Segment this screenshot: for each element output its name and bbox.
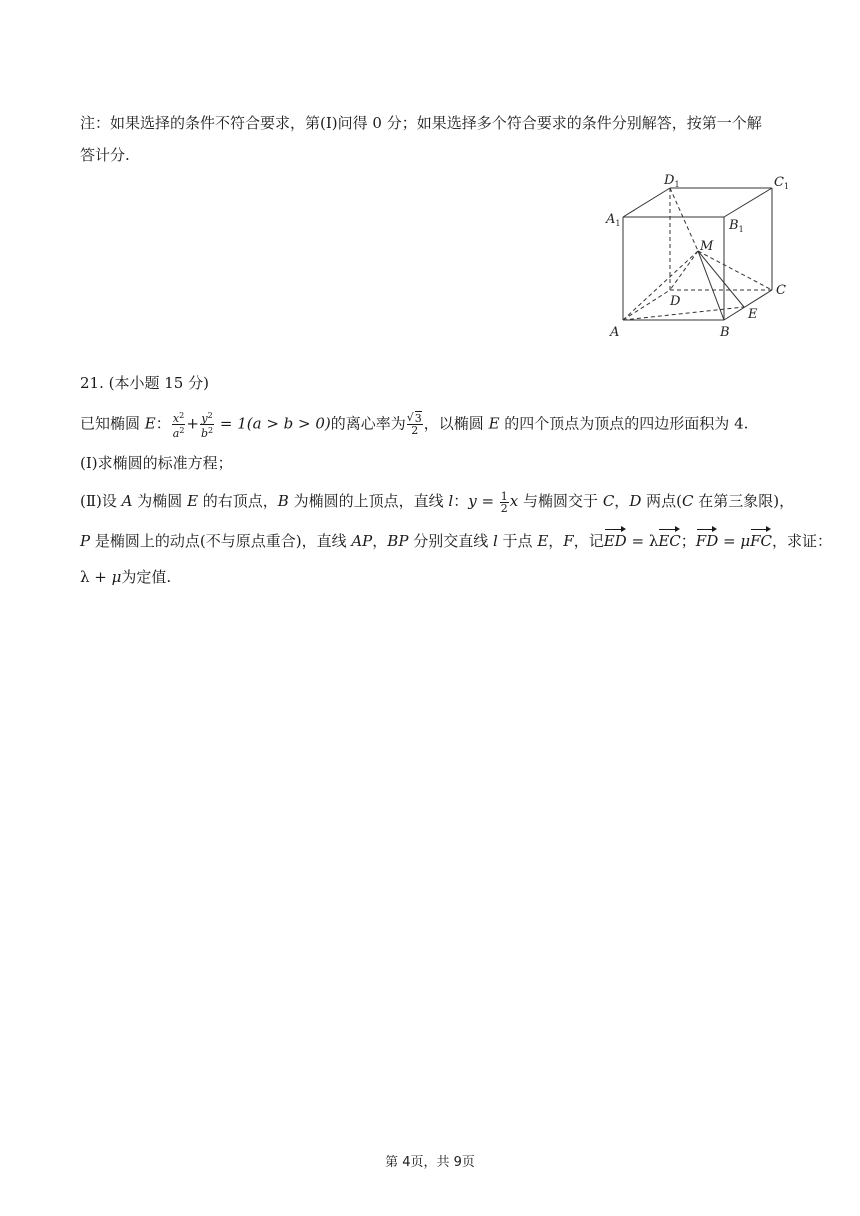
edge-A1D1 — [623, 188, 670, 217]
label-A: A — [610, 325, 620, 340]
note-line-2: 答计分. — [80, 146, 130, 164]
label-D: D — [670, 294, 681, 309]
q21-part2-line2: P 是椭圆上的动点(不与原点重合)，直线 AP，BP 分别交直线 l 于点 E，F，记ED = λEC；FD = μFC，求证： — [80, 532, 832, 550]
label-B1: $B_1$ — [729, 218, 744, 234]
seg-ME — [698, 251, 744, 307]
q21-statement: 已知椭圆 E： $\frac{x^2}{a^2}$ + $\frac{y^2}{b^2}$ = 1(a > b > 0)的离心率为 √ $\frac{3}{2}$ ，以椭圆 E 的四个顶点为顶点的四边形面积为 4. — [80, 410, 748, 439]
edge-B1C1 — [724, 188, 772, 217]
label-A1: $A_1$ — [606, 212, 621, 228]
seg-MC — [698, 251, 772, 290]
cube-figure — [598, 166, 798, 346]
label-C: C — [776, 283, 786, 298]
label-C1: $C_1$ — [774, 175, 790, 191]
q21-heading: 21. (本小题 15 分) — [80, 374, 209, 392]
seg-MB — [698, 251, 724, 320]
q21-part2-line3: λ + μ为定值. — [80, 568, 172, 586]
page-footer: 第 4页，共 9页 — [385, 1155, 475, 1170]
label-B: B — [720, 325, 730, 340]
seg-D1M — [670, 188, 698, 251]
seg-MD — [670, 251, 698, 290]
label-E: E — [748, 307, 758, 322]
edge-AD — [623, 290, 670, 320]
note-line-1: 注：如果选择的条件不符合要求，第(Ⅰ)问得 0 分；如果选择多个符合要求的条件分别解答，按第一个解 — [80, 114, 762, 132]
q21-part2-line1: (Ⅱ)设 A 为椭圆 E 的右顶点，B 为椭圆的上顶点，直线 l：y = $\frac{1}{2}$ x 与椭圆交于 C，D 两点(C 在第三象限)， — [80, 489, 795, 515]
q21-part1: (Ⅰ)求椭圆的标准方程； — [80, 454, 233, 472]
seg-MA — [623, 251, 698, 320]
label-M: M — [700, 239, 714, 254]
label-D1: $D_1$ — [664, 173, 680, 189]
